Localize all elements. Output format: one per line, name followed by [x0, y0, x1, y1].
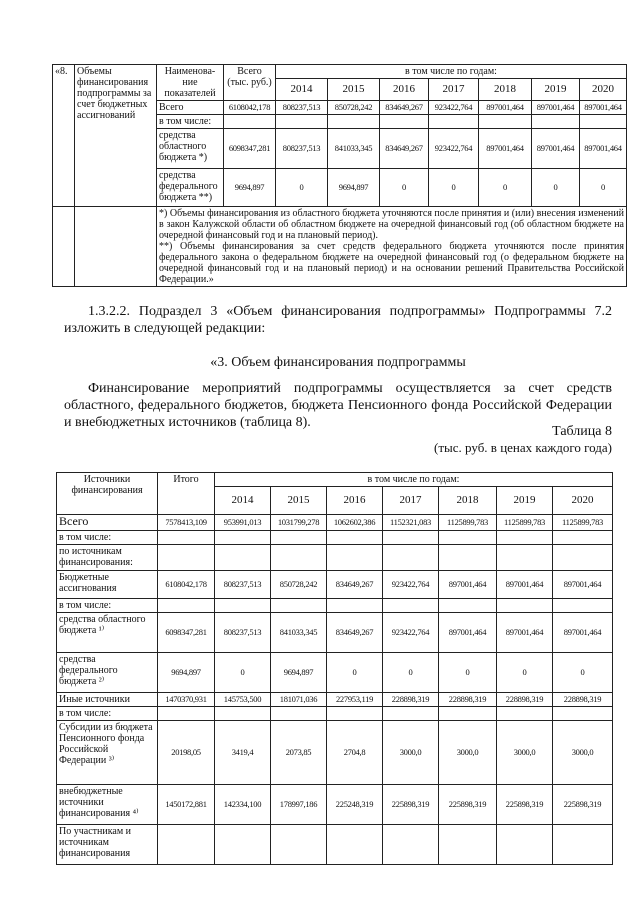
cell-value: 145753,500: [215, 693, 271, 707]
row-label: в том числе:: [57, 531, 158, 545]
cell-value: 897001,464: [553, 613, 613, 653]
cell-value: 834649,267: [327, 613, 383, 653]
table-row: [57, 515, 613, 531]
row-label: Всего: [157, 101, 224, 115]
row-total: 6098347,281: [224, 129, 276, 169]
cell-value: 3000,0: [439, 721, 497, 785]
cell-value: 897001,464: [553, 571, 613, 599]
table-row: [57, 599, 613, 613]
year-header: 2015: [271, 487, 327, 515]
year-header: 2019: [497, 487, 553, 515]
cell-value: 228898,319: [497, 693, 553, 707]
cell-value: 923422,764: [383, 613, 439, 653]
cell-value: 808237,513: [276, 129, 328, 169]
table-row: [57, 545, 613, 571]
row-total: 9694,897: [224, 169, 276, 207]
cell-value: 225248,319: [327, 785, 383, 825]
row-label: средства федерального бюджета **): [157, 169, 224, 207]
cell-value: 9694,897: [328, 169, 380, 207]
item-number: «8.: [53, 65, 75, 207]
row-label: в том числе:: [57, 599, 158, 613]
cell-value: 841033,345: [271, 613, 327, 653]
row-total: 1470370,931: [158, 693, 215, 707]
financing-table-8: [56, 472, 613, 865]
cell-value: 3000,0: [497, 721, 553, 785]
table-footnotes: [157, 207, 627, 287]
cell-value: 0: [276, 169, 328, 207]
year-header: 2014: [215, 487, 271, 515]
row-label: в том числе:: [57, 707, 158, 721]
year-header: 2017: [383, 487, 439, 515]
cell-value: 808237,513: [215, 613, 271, 653]
cell-value: 3000,0: [383, 721, 439, 785]
table-row: [57, 721, 613, 785]
cell-value: 0: [479, 169, 532, 207]
cell-value: 0: [327, 653, 383, 693]
year-header: 2018: [439, 487, 497, 515]
cell-value: 0: [215, 653, 271, 693]
cell-value: 0: [497, 653, 553, 693]
financing-paragraph: Финансирование мероприятий подпрограммы осуществляется за счет средств областного, федерального бюджетов, бюджета Пенсионного фонда Российской Федерации и внебюджетных источников (таблица 8).: [64, 381, 612, 430]
row-label: по источникам финансирования:: [57, 545, 158, 571]
cell-value: 834649,267: [380, 129, 429, 169]
cell-value: 228898,319: [553, 693, 613, 707]
cell-value: 0: [532, 169, 580, 207]
cell-value: 897001,464: [479, 129, 532, 169]
table-row: [57, 613, 613, 653]
cell-value: 3419,4: [215, 721, 271, 785]
cell-value: 228898,319: [439, 693, 497, 707]
cell-value: 850728,242: [328, 101, 380, 115]
section-heading: «3. Объем финансирования подпрограммы: [210, 355, 466, 370]
amendment-paragraph: 1.3.2.2. Подраздел 3 «Объем финансирования подпрограммы» Подпрограммы 7.2 изложить в следующей редакции:: [64, 304, 612, 336]
table-row: [57, 707, 613, 721]
footnote-regional: *) Объемы финансирования из областного бюджета уточняются после принятия и (или) внесения изменений в закон Калужской области об областном бюджете на очередной финансовый год (об областном бюджете на очередной финансовый год и на плановый период).: [159, 208, 624, 241]
row-label: средства областного бюджета *): [157, 129, 224, 169]
cell-value: 1031799,278: [271, 515, 327, 531]
row-label: Всего: [57, 515, 158, 531]
cell-value: 228898,319: [383, 693, 439, 707]
cell-value: 834649,267: [380, 101, 429, 115]
cell-value: 841033,345: [328, 129, 380, 169]
table-row: [57, 571, 613, 599]
cell-value: 2704,8: [327, 721, 383, 785]
cell-value: 225898,319: [497, 785, 553, 825]
cell-value: 225898,319: [553, 785, 613, 825]
cell-value: 1152321,083: [383, 515, 439, 531]
cell-value: 0: [580, 169, 627, 207]
cell-value: 897001,464: [580, 129, 627, 169]
row-total: 1450172,881: [158, 785, 215, 825]
cell-value: 0: [429, 169, 479, 207]
cell-value: 897001,464: [497, 613, 553, 653]
cell-value: 834649,267: [327, 571, 383, 599]
row-label: По участникам и источникам финансирования: [57, 825, 158, 865]
cell-value: 897001,464: [532, 101, 580, 115]
cell-value: 897001,464: [580, 101, 627, 115]
cell-value: 897001,464: [439, 613, 497, 653]
year-header: 2018: [479, 79, 532, 101]
cell-value: 0: [553, 653, 613, 693]
cell-value: 897001,464: [532, 129, 580, 169]
table-row: [57, 693, 613, 707]
row-total: 6108042,178: [158, 571, 215, 599]
cell-value: 923422,764: [383, 571, 439, 599]
header-years-group: в том числе по годам:: [276, 65, 627, 79]
row-label: средства областного бюджета ¹⁾: [57, 613, 158, 653]
cell-value: 9694,897: [271, 653, 327, 693]
cell-value: 0: [380, 169, 429, 207]
row-total: 7578413,109: [158, 515, 215, 531]
row-label: Иные источники: [57, 693, 158, 707]
year-header: 2014: [276, 79, 328, 101]
cell-value: 897001,464: [479, 101, 532, 115]
cell-value: 225898,319: [383, 785, 439, 825]
year-header: 2019: [532, 79, 580, 101]
row-total: 6098347,281: [158, 613, 215, 653]
header-name: Наименова-ние показателей: [157, 65, 224, 101]
table-row: [57, 653, 613, 693]
year-header: 2020: [580, 79, 627, 101]
cell-value: 1125899,783: [553, 515, 613, 531]
row-label: внебюджетные источники финансирования ⁴⁾: [57, 785, 158, 825]
cell-value: 0: [383, 653, 439, 693]
row-total: 20198,05: [158, 721, 215, 785]
cell-value: 1125899,783: [439, 515, 497, 531]
row-label: в том числе:: [157, 115, 224, 129]
table-units: (тыс. руб. в ценах каждого года): [434, 440, 612, 455]
cell-value: 2073,85: [271, 721, 327, 785]
cell-value: 1125899,783: [497, 515, 553, 531]
cell-value: 953991,013: [215, 515, 271, 531]
cell-value: 0: [439, 653, 497, 693]
table-caption: Таблица 8: [552, 424, 612, 439]
row-total: 9694,897: [158, 653, 215, 693]
cell-value: 897001,464: [497, 571, 553, 599]
row-label: средства федерального бюджета ²⁾: [57, 653, 158, 693]
year-header: 2015: [328, 79, 380, 101]
cell-value: 850728,242: [271, 571, 327, 599]
year-header: 2017: [429, 79, 479, 101]
row-label: Субсидии из бюджета Пенсионного фонда Российской Федерации ³⁾: [57, 721, 158, 785]
cell-value: 808237,513: [215, 571, 271, 599]
cell-value: 3000,0: [553, 721, 613, 785]
footnote-federal: **) Объемы финансирования за счет средств федерального бюджета уточняются после принятия федерального закона о федеральном бюджете на очередной финансовый год (о федеральном бюджете на очередной финансовый год и на плановый период) и на основании решений Правительства Российской Федерации.»: [159, 241, 624, 285]
year-header: 2016: [327, 487, 383, 515]
cell-value: 1062602,386: [327, 515, 383, 531]
year-header: 2020: [553, 487, 613, 515]
cell-value: 923422,764: [429, 129, 479, 169]
row-label: Бюджетные ассигнования: [57, 571, 158, 599]
cell-value: 225898,319: [439, 785, 497, 825]
table-row: [57, 825, 613, 865]
year-header: 2016: [380, 79, 429, 101]
funding-passport-table: [52, 64, 627, 287]
cell-value: 897001,464: [439, 571, 497, 599]
header-years-group: в том числе по годам:: [215, 473, 613, 487]
cell-value: 227953,119: [327, 693, 383, 707]
header-sources: Источники финансирования: [57, 473, 158, 515]
table-row: [57, 785, 613, 825]
item-title: Объемы финансирования подпрограммы за счет бюджетных ассигнований: [75, 65, 157, 207]
header-total: Итого: [158, 473, 215, 515]
table-row: [57, 531, 613, 545]
cell-value: 181071,036: [271, 693, 327, 707]
row-total: 6108042,178: [224, 101, 276, 115]
cell-value: 923422,764: [429, 101, 479, 115]
cell-value: 178997,186: [271, 785, 327, 825]
header-total: Всего (тыс. руб.): [224, 65, 276, 101]
cell-value: 142334,100: [215, 785, 271, 825]
cell-value: 808237,513: [276, 101, 328, 115]
